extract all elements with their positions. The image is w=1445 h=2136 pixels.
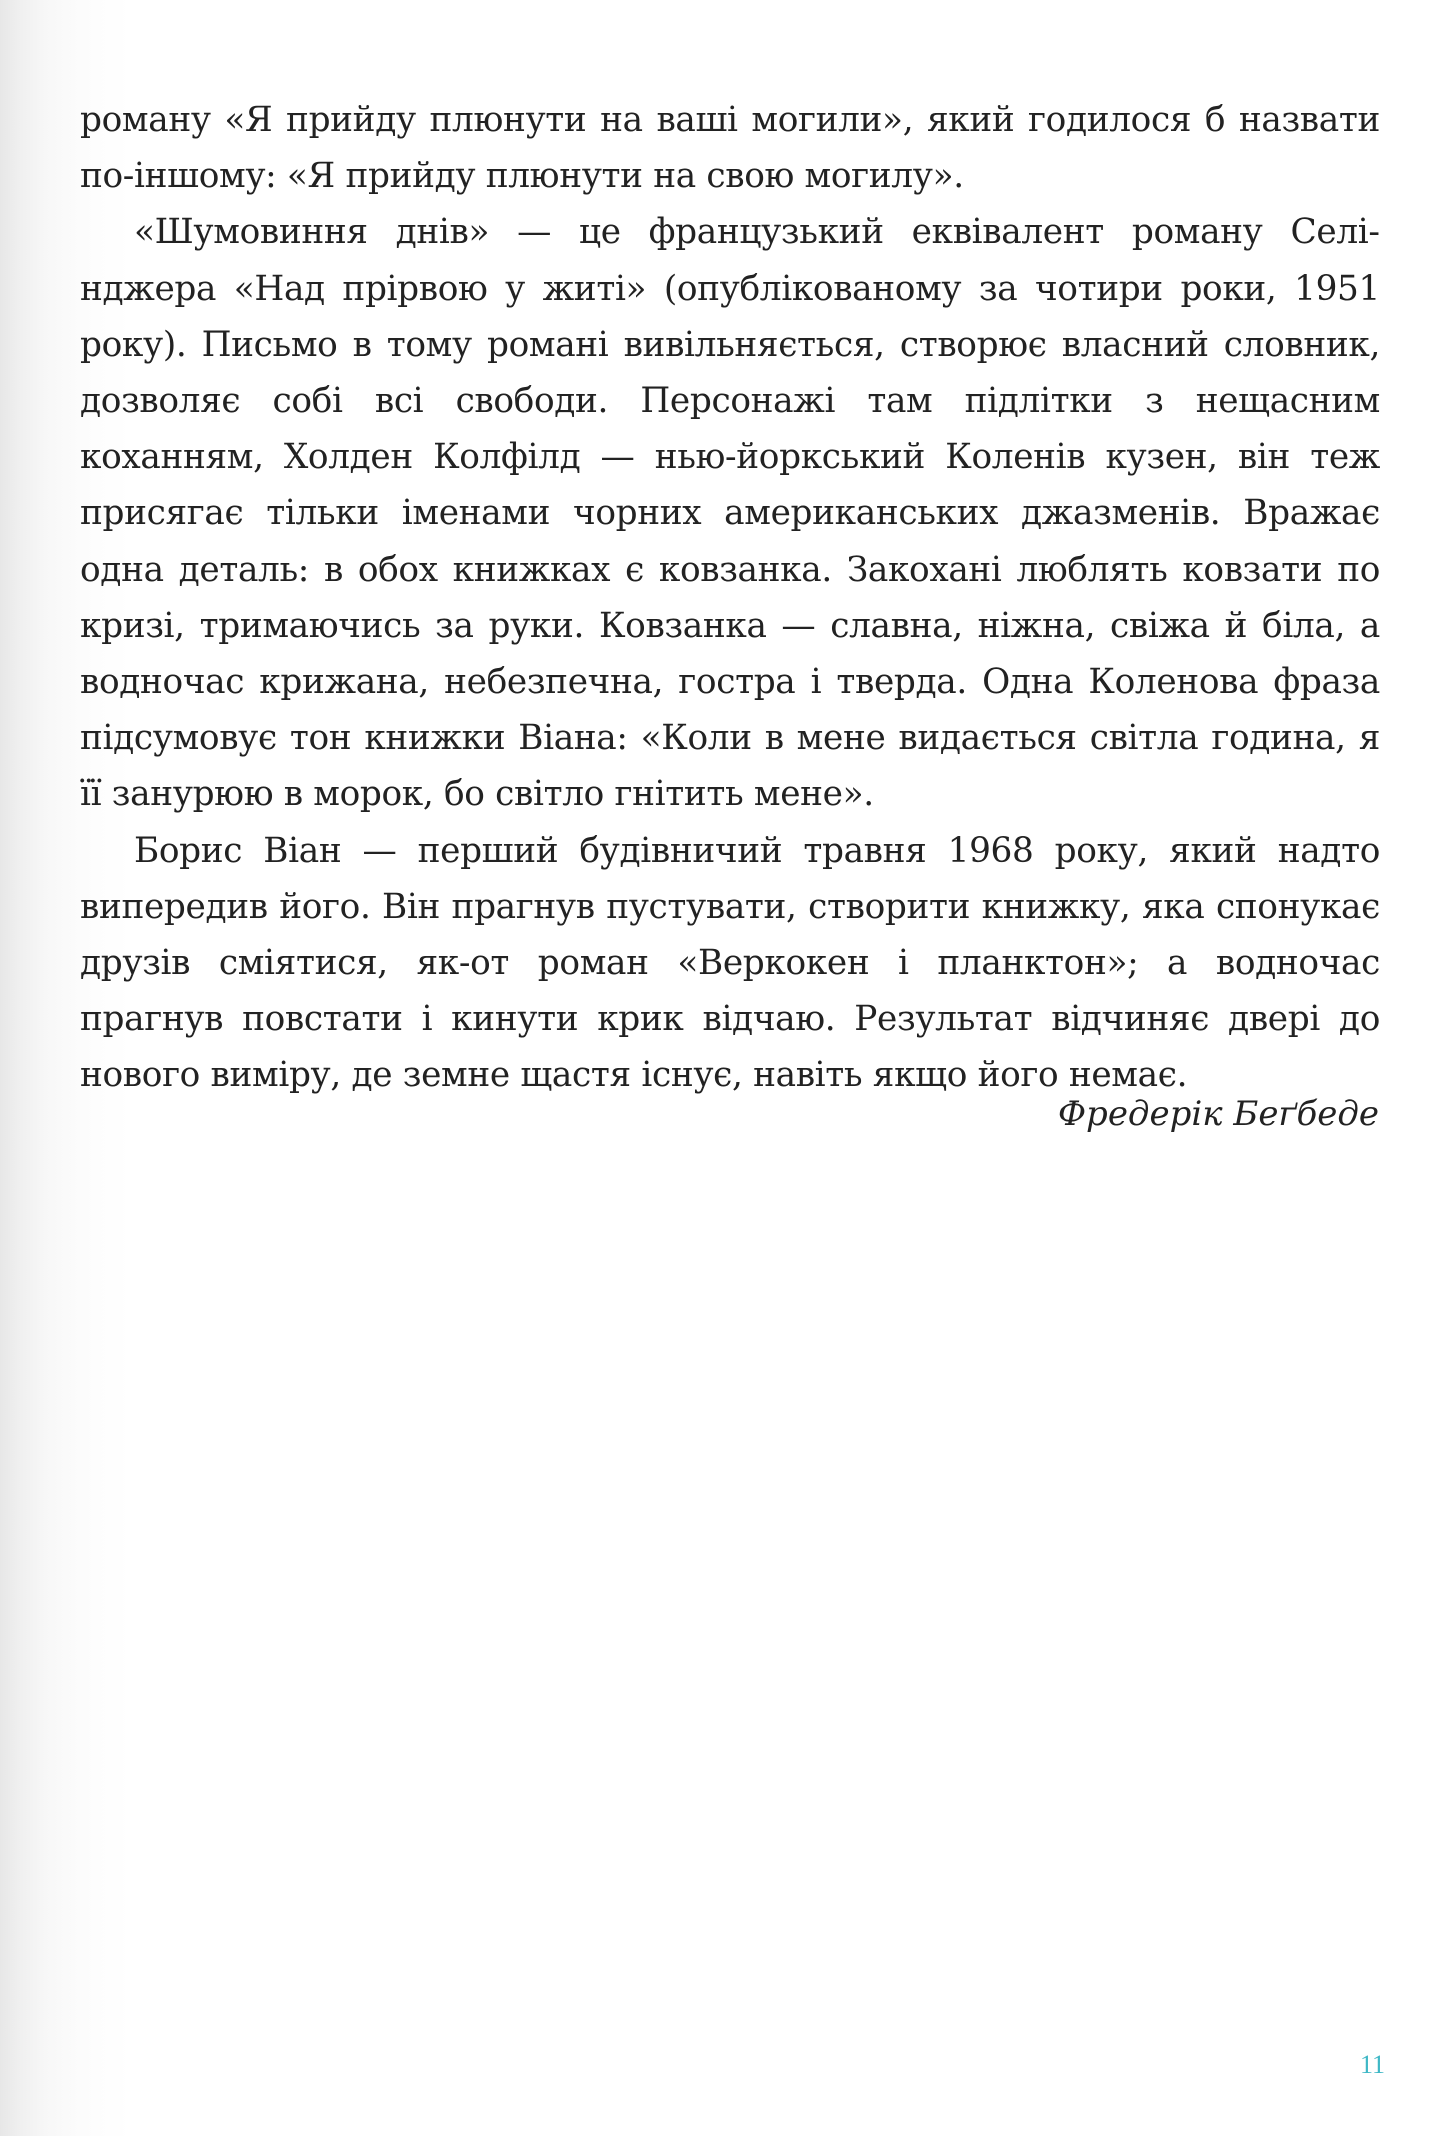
paragraph-2: «Шумовиння днів» — це французький еквівалент роману Селінджера «Над прірвою у житі» (опублікованому за чотири роки, 1951 року). Письмо в тому романі вивільняється, створює власний словник, дозволяє собі всі свободи. Персонажі там підлітки з нещасним коханням, Холден Колфілд — нью-йоркський Коленів кузен, він теж присягає тільки іменами чорних американських джазменів. Вражає одна деталь: в обох книжках є ковзанка. Закохані люблять ковзати по кризі, тримаючись за руки. Ковзанка — славна, ніжна, свіжа й біла, а водночас крижана, небезпечна, гостра і тверда. Одна Коленова фраза підсумовує тон книжки Віана: «Коли в мене видається світла година, я її занурюю в морок, бо світло гнітить мене». bbox=[80, 212, 1380, 815]
page-number: 11 bbox=[1359, 2050, 1385, 2079]
author-signature: Фредерік Беґбеде bbox=[1057, 1094, 1379, 1134]
paragraph-1: роману «Я прийду плюнути на ваші могили», який годилося б назвати по-іншому: «Я прийду плюнути на свою могилу». bbox=[80, 100, 1380, 197]
body-text bbox=[80, 92, 1380, 1104]
paragraph-3: Борис Віан — перший будівничий травня 1968 року, який надто випередив його. Він прагнув пустувати, створити книжку, яка спонукає друзів сміятися, як-от роман «Веркокен і планктон»; а водночас прагнув повстати і кинути крик відчаю. Результат відчиняє двері до нового виміру, де земне щастя існує, навіть якщо його немає. bbox=[80, 830, 1380, 1096]
